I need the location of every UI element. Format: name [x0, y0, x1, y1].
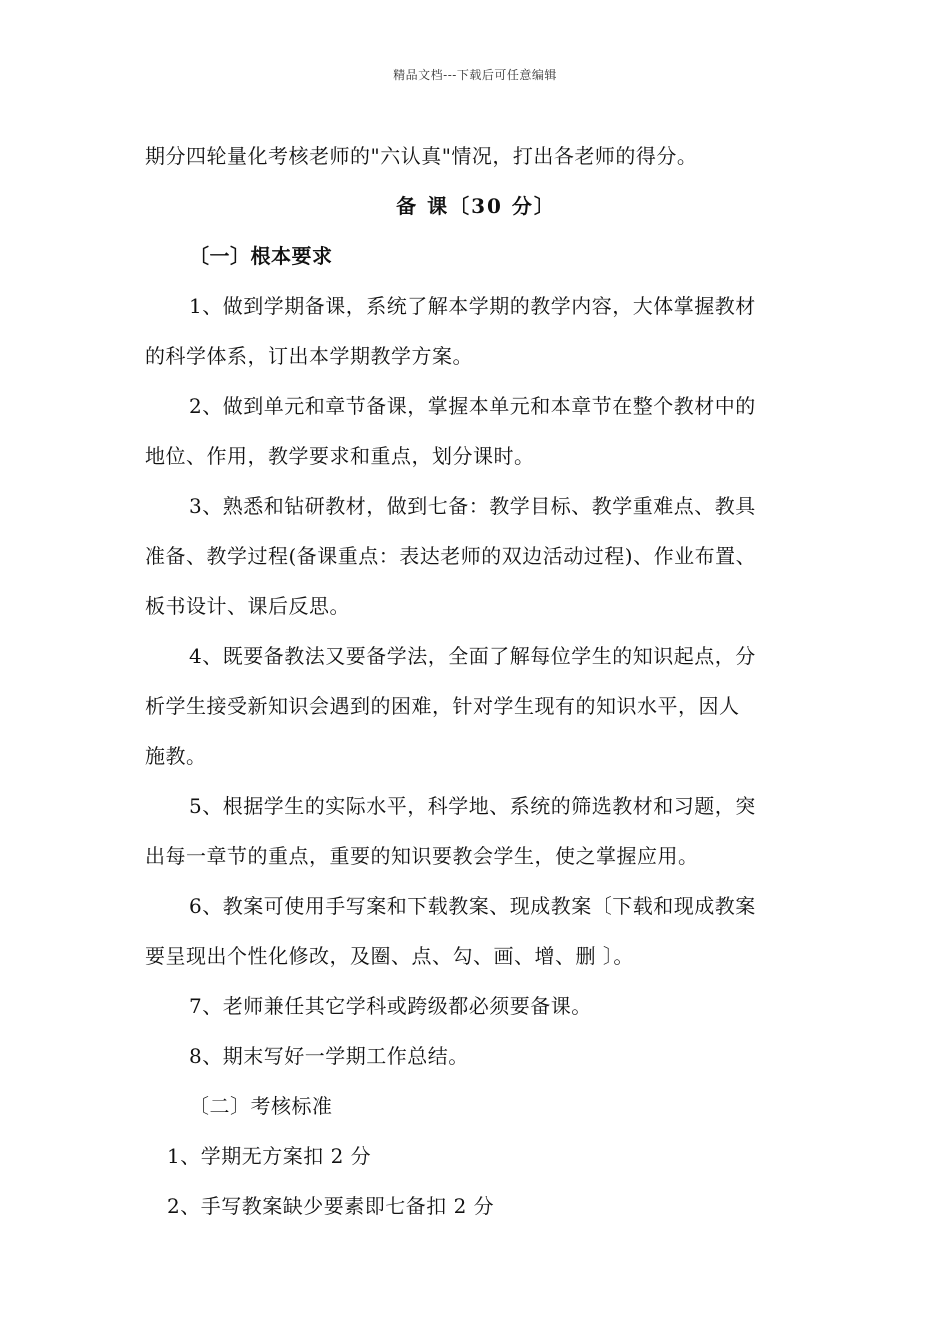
intro-line: 期分四轮量化考核老师的"六认真"情况，打出各老师的得分。 — [145, 144, 698, 168]
paragraph-line: 施教。 — [145, 744, 207, 768]
criteria-item-1: 1、学期无方案扣 2 分 — [167, 1144, 372, 1168]
paragraph-line: 1、做到学期备课，系统了解本学期的教学内容，大体掌握教材 — [189, 294, 756, 318]
paragraph-line: 3、熟悉和钻研教材，做到七备：教学目标、教学重难点、教具 — [189, 494, 756, 518]
page-header: 精品文档---下载后可任意编辑 — [393, 68, 557, 82]
paragraph-line: 5、根据学生的实际水平，科学地、系统的筛选教材和习题，突 — [189, 794, 756, 818]
requirement-item-5 — [145, 781, 807, 881]
paragraph-line: 析学生接受新知识会遇到的困难，针对学生现有的知识水平，因人 — [145, 694, 740, 718]
requirement-item-6 — [145, 881, 807, 981]
section-title: 备 课〔30 分〕 — [396, 194, 556, 218]
paragraph-line: 要呈现出个性化修改，及圈、点、勾、画、增、删 〕。 — [145, 944, 634, 968]
paragraph-line: 的科学体系，订出本学期教学方案。 — [145, 344, 473, 368]
subsection-title-assessment-criteria: 〔二〕考核标准 — [189, 1094, 333, 1118]
requirement-item-7 — [145, 981, 807, 1031]
paragraph-line: 4、既要备教法又要备学法，全面了解每位学生的知识起点，分 — [189, 644, 756, 668]
criteria-item-2: 2、手写教案缺少要素即七备扣 2 分 — [167, 1194, 495, 1218]
paragraph-line: 准备、教学过程(备课重点：表达老师的双边活动过程)、作业布置、 — [145, 544, 757, 568]
requirement-item-3 — [145, 481, 807, 631]
paragraph-line: 出每一章节的重点，重要的知识要教会学生，使之掌握应用。 — [145, 844, 699, 868]
paragraph-line: 8、期末写好一学期工作总结。 — [189, 1044, 469, 1068]
paragraph-line: 板书设计、课后反思。 — [145, 594, 350, 618]
paragraph-line: 6、教案可使用手写案和下载教案、现成教案〔下载和现成教案 — [189, 894, 756, 918]
paragraph-line: 地位、作用，教学要求和重点，划分课时。 — [145, 444, 535, 468]
requirement-item-1 — [145, 281, 807, 381]
requirement-item-8 — [145, 1031, 807, 1081]
document-body — [145, 131, 807, 1231]
paragraph-line: 2、做到单元和章节备课，掌握本单元和本章节在整个教材中的 — [189, 394, 756, 418]
requirement-item-2 — [145, 381, 807, 481]
paragraph-line: 7、老师兼任其它学科或跨级都必须要备课。 — [189, 994, 592, 1018]
requirement-item-4 — [145, 631, 807, 781]
subsection-title-basic-requirements: 〔一〕根本要求 — [189, 244, 333, 268]
